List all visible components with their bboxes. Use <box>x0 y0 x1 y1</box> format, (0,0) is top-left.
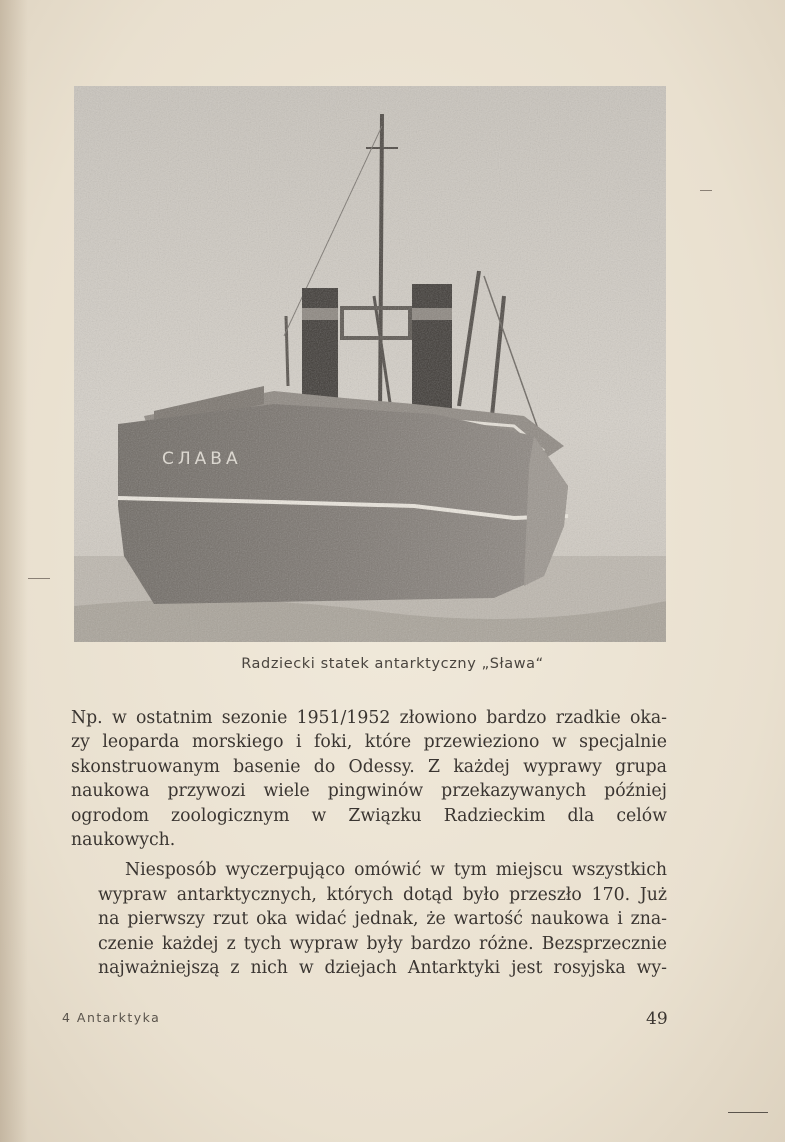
text-line: zy leoparda morskiego i foki, które przewieziono w specjalnie <box>71 732 667 753</box>
text-line: wypraw antarktycznych, których dotąd było przeszło 170. Już <box>98 884 667 905</box>
text-line: skonstruowanym basenie do Odessy. Z każdej wyprawy grupa <box>71 756 667 777</box>
paragraph <box>71 858 667 980</box>
figure-caption: Radziecki statek antarktyczny „Sława“ <box>241 656 544 672</box>
paragraph <box>71 706 667 852</box>
margin-mark <box>728 1112 768 1113</box>
text-line: ogrodom zoologicznym w Związku Radzieckim dla celów <box>71 805 667 826</box>
page-number: 49 <box>646 1009 668 1029</box>
text-line: naukowych. <box>71 830 176 851</box>
text-line: na pierwszy rzut oka widać jednak, że wartość naukowa i zna- <box>98 909 667 930</box>
body-text <box>71 706 667 980</box>
text-line: czenie każdej z tych wypraw były bardzo różne. Bezsprzecznie <box>98 933 667 954</box>
ship-illustration <box>74 86 666 642</box>
printer-signature: 4 Antarktyka <box>62 1010 161 1025</box>
margin-mark <box>700 190 712 191</box>
text-line: naukowa przywozi wiele pingwinów przekazywanych później <box>71 781 667 802</box>
text-line: Niesposób wyczerpująco omówić w tym miejscu wszystkich <box>125 860 667 881</box>
text-line: najważniejszą z nich w dziejach Antarktyki jest rosyjska wy- <box>98 958 667 979</box>
page-edge-shadow <box>0 0 28 1142</box>
margin-mark <box>28 578 50 579</box>
text-line: Np. w ostatnim sezonie 1951/1952 złowiono bardzo rzadkie oka- <box>71 708 667 728</box>
ship-photograph <box>74 86 666 642</box>
